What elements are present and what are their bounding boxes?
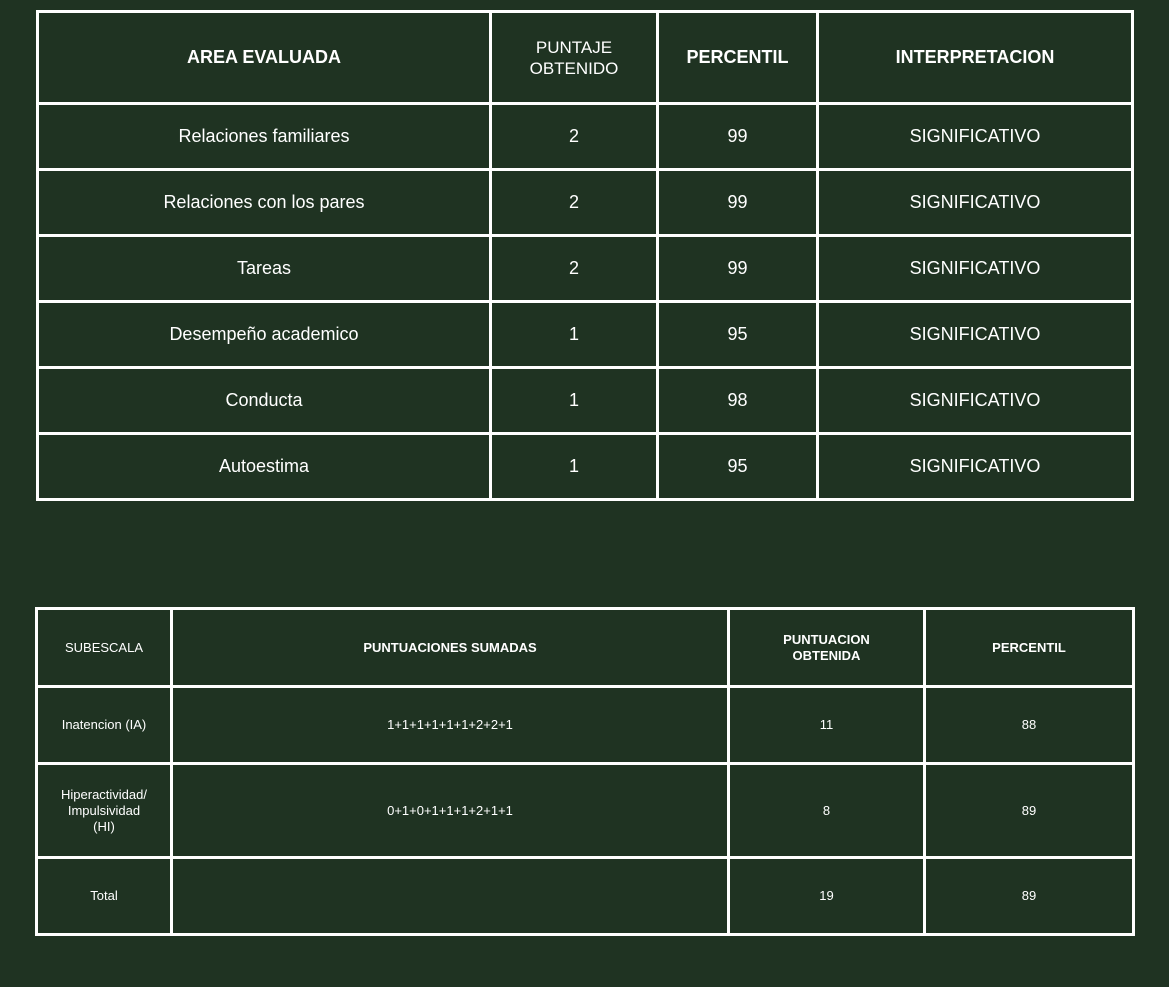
cell-sumadas: 1+1+1+1+1+1+2+2+1: [172, 687, 729, 764]
subescala-line: Inatencion (IA): [61, 717, 147, 732]
cell-percentil: 88: [925, 687, 1134, 764]
cell-obtenida: 19: [729, 858, 925, 935]
cell-percentil: 99: [658, 170, 818, 236]
cell-percentil: 98: [658, 368, 818, 434]
table-row: [37, 764, 1134, 858]
cell-obtenida: 8: [729, 764, 925, 858]
cell-puntaje: 2: [491, 104, 658, 170]
subescala-line: Hiperactividad/: [61, 786, 147, 802]
cell-subescala: [37, 764, 172, 858]
cell-percentil: 99: [658, 236, 818, 302]
cell-area: Relaciones familiares: [38, 104, 491, 170]
header-puntaje-obtenido: [491, 12, 658, 104]
cell-area: Autoestima: [38, 434, 491, 500]
cell-puntaje: 1: [491, 434, 658, 500]
cell-percentil: 95: [658, 302, 818, 368]
header-interpretacion: INTERPRETACION: [818, 12, 1133, 104]
cell-obtenida: 11: [729, 687, 925, 764]
cell-interpretacion: SIGNIFICATIVO: [818, 368, 1133, 434]
subescala-line: Impulsividad: [67, 802, 141, 818]
table-header-row: [38, 12, 1133, 104]
header-puntuacion-obtenida: [729, 609, 925, 687]
cell-interpretacion: SIGNIFICATIVO: [818, 104, 1133, 170]
table-row: [38, 104, 1133, 170]
subescala-line: (HI): [93, 818, 115, 834]
table-row: [38, 434, 1133, 500]
cell-puntaje: 1: [491, 368, 658, 434]
header-puntaje-line2: OBTENIDO: [529, 58, 619, 78]
cell-subescala: [37, 687, 172, 764]
table-row: [38, 302, 1133, 368]
cell-percentil: 95: [658, 434, 818, 500]
cell-puntaje: 2: [491, 236, 658, 302]
header-percentil: PERCENTIL: [925, 609, 1134, 687]
cell-area: Desempeño academico: [38, 302, 491, 368]
cell-percentil: 89: [925, 858, 1134, 935]
cell-puntaje: 1: [491, 302, 658, 368]
cell-interpretacion: SIGNIFICATIVO: [818, 170, 1133, 236]
cell-percentil: 89: [925, 764, 1134, 858]
header-obtenida-line1: PUNTUACION: [783, 631, 870, 647]
cell-percentil: 99: [658, 104, 818, 170]
cell-interpretacion: SIGNIFICATIVO: [818, 236, 1133, 302]
cell-sumadas: 0+1+0+1+1+1+2+1+1: [172, 764, 729, 858]
header-obtenida-line2: OBTENIDA: [792, 647, 861, 663]
header-puntaje-line1: PUNTAJE: [535, 37, 613, 57]
table-row: [37, 687, 1134, 764]
cell-puntaje: 2: [491, 170, 658, 236]
cell-interpretacion: SIGNIFICATIVO: [818, 434, 1133, 500]
cell-area: Tareas: [38, 236, 491, 302]
table-row: [38, 170, 1133, 236]
cell-subescala: [37, 858, 172, 935]
table-row: [38, 368, 1133, 434]
cell-sumadas: [172, 858, 729, 935]
cell-area: Relaciones con los pares: [38, 170, 491, 236]
header-puntuaciones-sumadas: PUNTUACIONES SUMADAS: [172, 609, 729, 687]
header-subescala: SUBESCALA: [37, 609, 172, 687]
evaluation-results-table: [36, 10, 1134, 501]
cell-area: Conducta: [38, 368, 491, 434]
header-area-evaluada: AREA EVALUADA: [38, 12, 491, 104]
table-row: [38, 236, 1133, 302]
subscale-scores-table: [35, 607, 1135, 936]
subescala-line: Total: [90, 888, 118, 903]
header-percentil: PERCENTIL: [658, 12, 818, 104]
table-row: [37, 858, 1134, 935]
cell-interpretacion: SIGNIFICATIVO: [818, 302, 1133, 368]
table-header-row: [37, 609, 1134, 687]
